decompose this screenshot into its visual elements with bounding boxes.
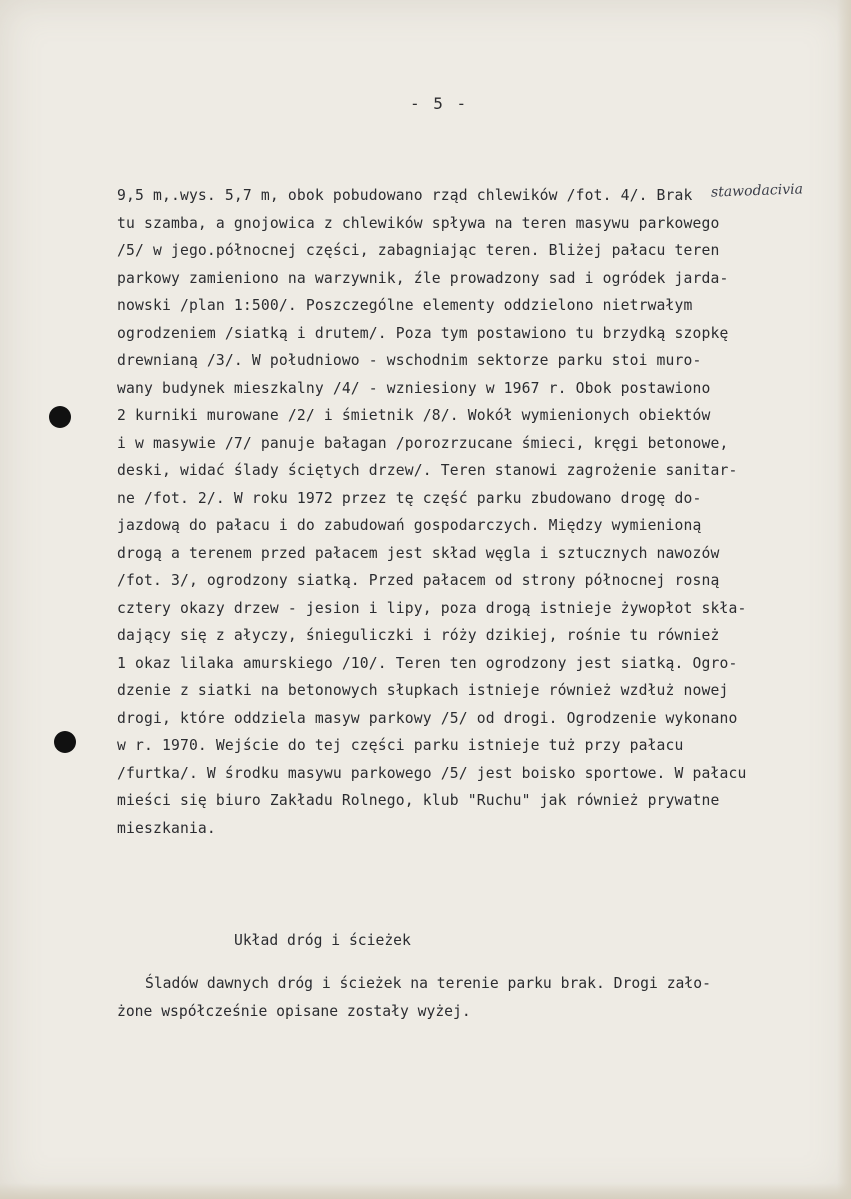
page-bottom-shadow <box>0 1183 851 1199</box>
text-line: nowski /plan 1:500/. Poszczególne elementy oddzielono nietrwałym <box>117 297 693 314</box>
text-line: deski, widać ślady ściętych drzew/. Teren stanowi zagrożenie sanitar- <box>117 462 738 479</box>
text-line: Śladów dawnych dróg i ścieżek na terenie parku brak. Drogi zało- <box>145 975 711 992</box>
text-line: drogi, które oddziela masyw parkowy /5/ od drogi. Ogrodzenie wykonano <box>117 709 738 727</box>
page-number: - 5 - <box>410 94 469 113</box>
paragraph-roads <box>117 970 711 1025</box>
page-edge-shadow <box>837 0 851 1199</box>
text-line: parkowy zamieniono na warzywnik, źle prowadzony sad i ogródek jarda- <box>117 269 729 287</box>
text-line: /5/ w jego.północnej części, zabagniając teren. Bliżej pałacu teren <box>117 242 720 259</box>
text-line: 9,5 m,.wys. 5,7 m, obok pobudowano rząd chlewików /fot. 4/. Brak <box>117 187 693 204</box>
text-line: mieszkania. <box>117 819 216 837</box>
text-line: i w masywie /7/ panuje bałagan /porozrzucane śmieci, kręgi betonowe, <box>117 434 729 452</box>
text-line: jazdową do pałacu i do zabudowań gospodarczych. Między wymienioną <box>117 517 702 534</box>
paragraph-main <box>117 182 829 842</box>
text-line: drewnianą /3/. W południowo - wschodnim sektorze parku stoi muro- <box>117 352 702 369</box>
text-line: /furtka/. W środku masywu parkowego /5/ jest boisko sportowe. W pałacu <box>117 764 747 782</box>
handwritten-annotation: stawodacivia <box>710 181 804 201</box>
text-line: ne /fot. 2/. W roku 1972 przez tę część parku zbudowano drogę do- <box>117 489 702 507</box>
text-line: wany budynek mieszkalny /4/ - wzniesiony w 1967 r. Obok postawiono <box>117 379 711 397</box>
punch-hole <box>54 731 76 753</box>
text-line: cztery okazy drzew - jesion i lipy, poza drogą istnieje żywopłot skła- <box>117 599 747 617</box>
text-line: tu szamba, a gnojowica z chlewików spływa na teren masywu parkowego <box>117 214 720 232</box>
text-line: 1 okaz lilaka amurskiego /10/. Teren ten ogrodzony jest siatką. Ogro- <box>117 654 738 672</box>
text-line: dający się z ałyczy, śnieguliczki i róży dzikiej, rośnie tu również <box>117 627 720 644</box>
punch-hole <box>49 406 71 428</box>
text-line: żone współcześnie opisane zostały wyżej. <box>117 1002 471 1020</box>
text-line: dzenie z siatki na betonowych słupkach istnieje również wzdłuż nowej <box>117 682 729 699</box>
text-line: w r. 1970. Wejście do tej części parku istnieje tuż przy pałacu <box>117 737 684 754</box>
text-line: ogrodzeniem /siatką i drutem/. Poza tym postawiono tu brzydką szopkę <box>117 324 729 342</box>
text-line: drogą a terenem przed pałacem jest skład węgla i sztucznych nawozów <box>117 544 720 562</box>
section-heading: Układ dróg i ścieżek <box>234 932 411 949</box>
text-line: 2 kurniki murowane /2/ i śmietnik /8/. Wokół wymienionych obiektów <box>117 407 711 424</box>
text-line: /fot. 3/, ogrodzony siatką. Przed pałacem od strony północnej rosną <box>117 572 720 589</box>
text-line: mieści się biuro Zakładu Rolnego, klub "Ruchu" jak również prywatne <box>117 792 720 809</box>
